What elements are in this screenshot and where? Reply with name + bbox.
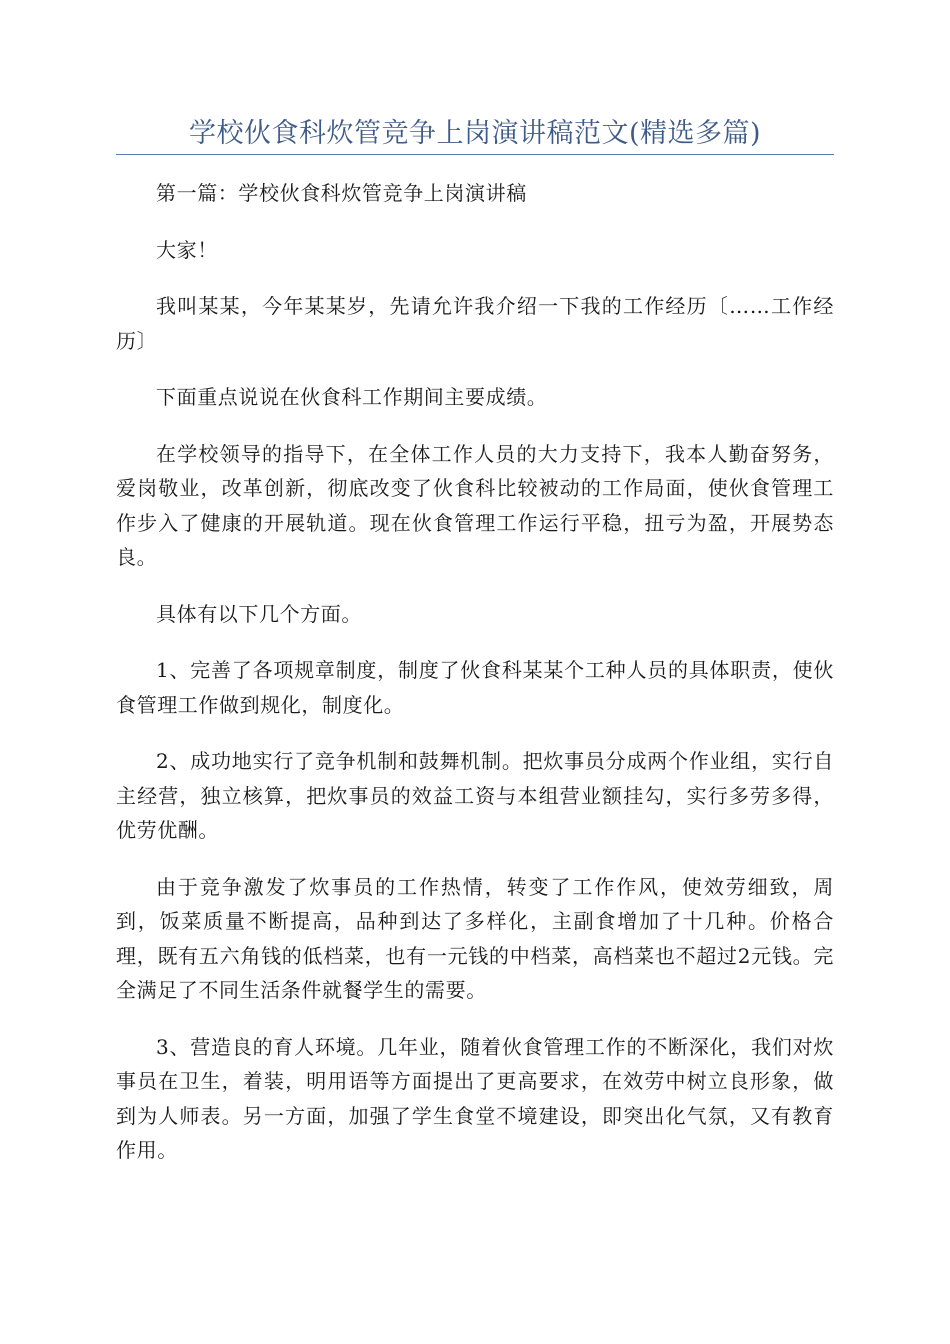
body-paragraph: 在学校领导的指导下，在全体工作人员的大力支持下，我本人勤奋努务，爱岗敬业，改革创新，彻底改变了伙食科比较被动的工作局面，使伙食管理工作步入了健康的开展轨道。现在伙食管理工作运行平稳，扭亏为盈，开展势态良。: [116, 441, 834, 569]
intro-paragraph: 我叫某某，今年某某岁，先请允许我介绍一下我的工作经历〔……工作经历〕: [116, 294, 834, 353]
section-heading: 第一篇：学校伙食科炊管竞争上岗演讲稿: [156, 181, 527, 205]
aspects-intro-paragraph: 具体有以下几个方面。: [156, 601, 362, 626]
document-body: [116, 176, 834, 1190]
body-paragraph: 由于竞争激发了炊事员的工作热情，转变了工作作风，使效劳细致，周到，饭菜质量不断提高，品种到达了多样化，主副食增加了十几种。价格合理，既有五六角钱的低档菜，也有一元钱的中档菜，高档菜也不超过2元钱。完全满足了不同生活条件就餐学生的需要。: [116, 874, 834, 1002]
list-item-1: 1、完善了各项规章制度，制度了伙食科某某个工种人员的具体职责，使伙食管理工作做到规化，制度化。: [116, 658, 834, 717]
list-item-2: 2、成功地实行了竞争机制和鼓舞机制。把炊事员分成两个作业组，实行自主经营，独立核算，把炊事员的效益工资与本组营业额挂勾，实行多劳多得，优劳优酬。: [116, 749, 834, 842]
achievements-intro-paragraph: 下面重点说说在伙食科工作期间主要成绩。: [156, 385, 548, 409]
list-item-3: 3、营造良的育人环境。几年业，随着伙食管理工作的不断深化，我们对炊事员在卫生，着装，明用语等方面提出了更高要求，在效劳中树立良形象，做到为人师表。另一方面，加强了学生食堂不境建设，即突出化气氛，又有教育作用。: [116, 1034, 834, 1162]
title-divider: [116, 154, 834, 155]
greeting-paragraph: 大家！: [156, 237, 218, 262]
document-title: 学校伙食科炊管竞争上岗演讲稿范文(精选多篇): [188, 118, 762, 149]
